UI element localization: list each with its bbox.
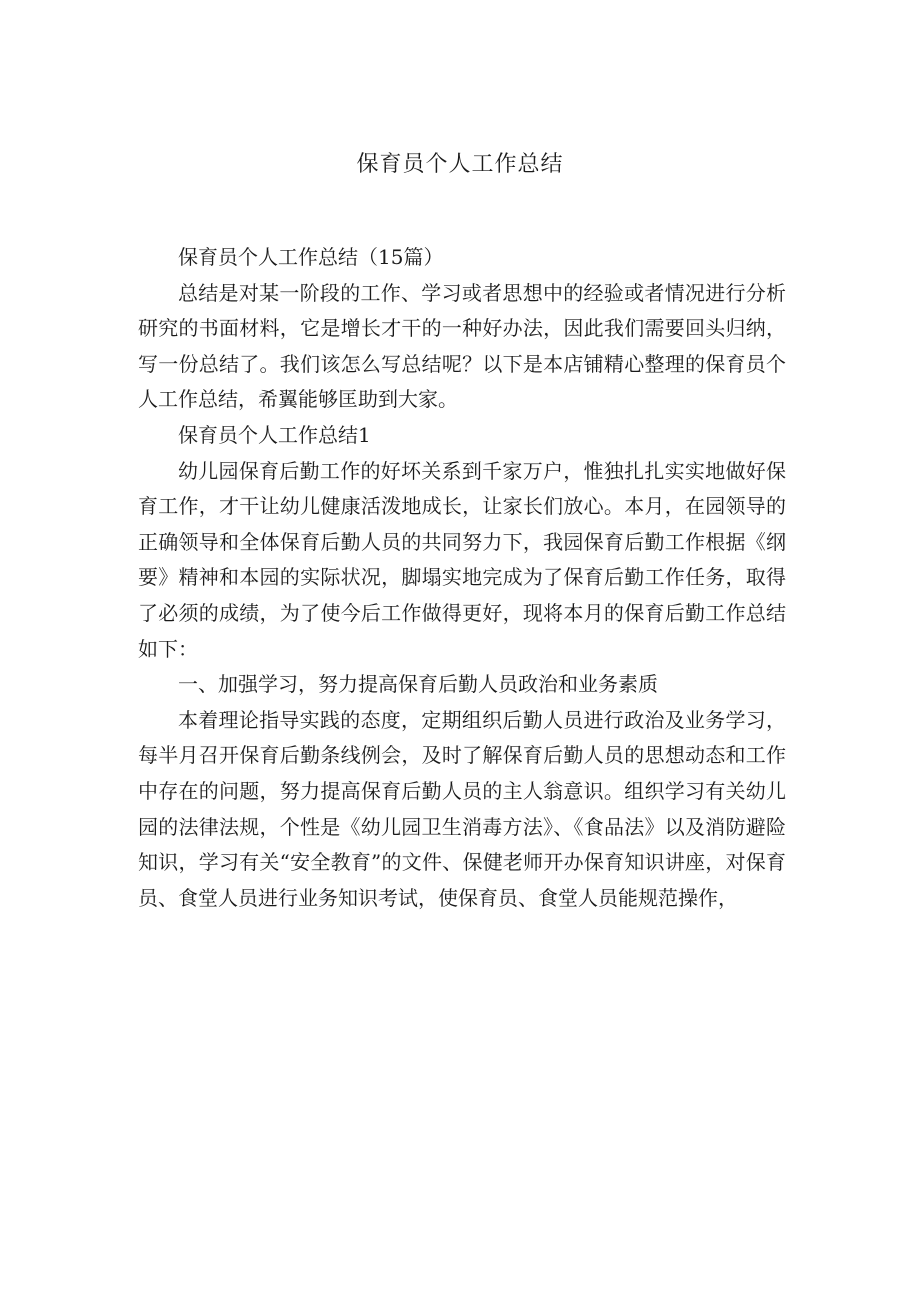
body-paragraph: 幼儿园保育后勤工作的好坏关系到千家万户，惟独扎扎实实地做好保育工作，才干让幼儿健康活泼地成长，让家长们放心。本月，在园领导的正确领导和全体保育后勤人员的共同努力下，我园保育后勤工作根据《纲要》精神和本园的实际状况，脚塌实地完成为了保育后勤工作任务，取得了必须的成绩，为了使今后工作做得更好，现将本月的保育后勤工作总结如下： [138, 458, 786, 661]
body-paragraph: 本着理论指导实践的态度，定期组织后勤人员进行政治及业务学习，每半月召开保育后勤条线例会，及时了解保育后勤人员的思想动态和工作中存在的问题，努力提高保育后勤人员的主人翁意识。组织学习有关幼儿园的法律法规，个性是《幼儿园卫生消毒方法》、《食品法》以及消防避险知识，学习有关“安全教育”的文件、保健老师开办保育知识讲座，对保育员、食堂人员进行业务知识考试，使保育员、食堂人员能规范操作， [138, 707, 786, 910]
document-title: 保育员个人工作总结 [356, 152, 564, 177]
subtitle-paragraph: 保育员个人工作总结（15篇） [178, 245, 444, 269]
section-heading-1: 保育员个人工作总结1 [178, 422, 371, 447]
subsection-heading-1: 一、加强学习，努力提高保育后勤人员政治和业务素质 [178, 672, 658, 697]
intro-paragraph: 总结是对某一阶段的工作、学习或者思想中的经验或者情况进行分析研究的书面材料，它是增长才干的一种好办法，因此我们需要回头归纳，写一份总结了。我们该怎么写总结呢？以下是本店铺精心整理的保育员个人工作总结，希翼能够匡助到大家。 [138, 280, 786, 412]
document-body [138, 240, 786, 916]
